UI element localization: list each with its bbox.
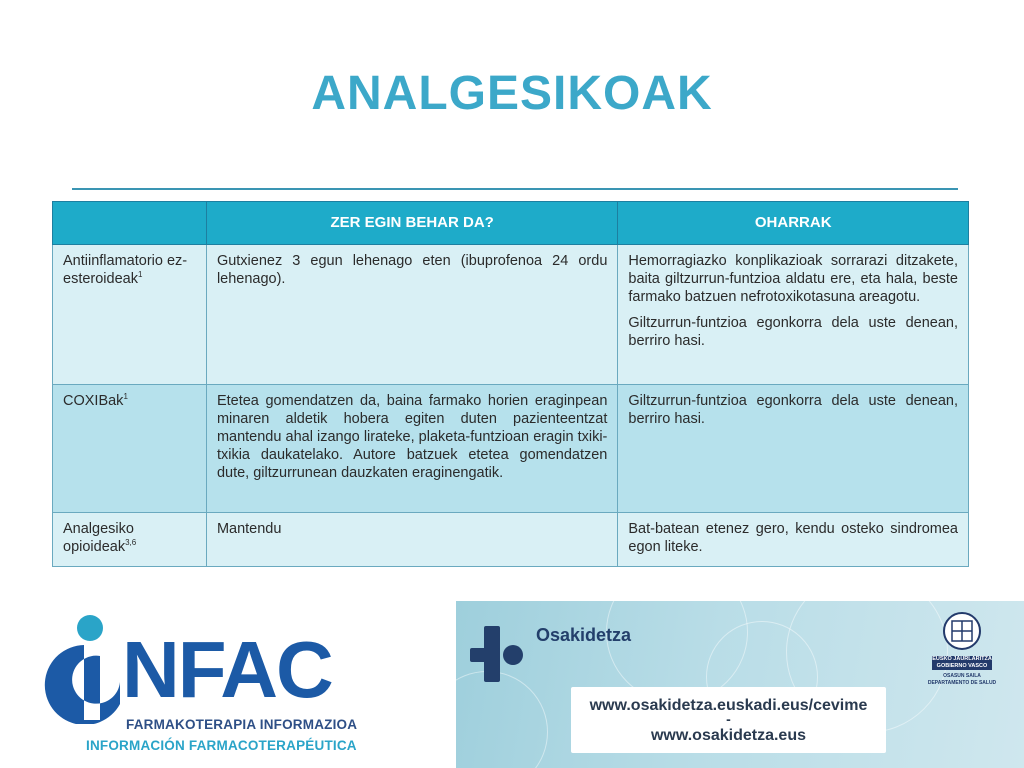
drug-ref: 1	[137, 270, 143, 280]
infac-i-icon	[40, 612, 124, 724]
drug-cell	[53, 385, 207, 513]
gov-line-eu: EUSKO JAURLARITZA	[932, 656, 992, 662]
drug-name: Antiinflamatorio ez-esteroideak	[63, 253, 188, 287]
table-row	[53, 513, 969, 567]
banner-decoration	[456, 671, 548, 768]
action-cell: Etetea gomendatzen da, baina farmako horien eraginpean minaren aldetik hobera egiten duten pazienteentzat mantendu ahal izango lirateke, plaketa-funtzioan eragin txiki-txikia daukatelako. Autore batzuek etetea gomendatzen dute, giltzurrunean dauzkaten eraginengatik.	[206, 385, 617, 513]
notes-cell	[618, 245, 969, 385]
header-action: ZER EGIN BEHAR DA?	[206, 202, 617, 245]
osakidetza-cross-icon	[470, 626, 526, 682]
drug-cell	[53, 245, 207, 385]
infac-subtitle-es: INFORMACIÓN FARMACOTERAPÉUTICA	[86, 738, 357, 753]
table-header-row	[53, 202, 969, 245]
drug-cell	[53, 513, 207, 567]
table-row	[53, 245, 969, 385]
note-text: Giltzurrun-funtzioa egonkorra dela uste denean, berriro hasi.	[628, 315, 958, 349]
osakidetza-name: Osakidetza	[536, 625, 632, 645]
gobierno-vasco-logo	[926, 611, 998, 711]
analgesics-table	[52, 201, 969, 567]
action-cell: Mantendu	[206, 513, 617, 567]
coat-of-arms-icon	[942, 611, 982, 651]
drug-ref: 1	[123, 392, 128, 402]
page-title: ANALGESIKOAK	[311, 67, 713, 120]
infac-logo-text: NFAC	[122, 625, 332, 714]
osakidetza-link[interactable]: www.osakidetza.eus	[650, 727, 806, 744]
gov-line-es: GOBIERNO VASCO	[932, 663, 992, 670]
gov-dept-eu: OSASUN SAILA	[943, 673, 981, 679]
notes-cell	[618, 385, 969, 513]
drug-name: Analgesiko opioideak	[63, 521, 134, 555]
url-separator: -	[726, 711, 731, 727]
infac-subtitle-eu: FARMAKOTERAPIA INFORMAZIOA	[126, 717, 358, 732]
note-text: Bat-batean etenez gero, kendu osteko sindromea egon liteke.	[628, 521, 958, 555]
cevime-link[interactable]: www.osakidetza.euskadi.eus/cevime	[589, 697, 868, 714]
note-text: Giltzurrun-funtzioa egonkorra dela uste denean, berriro hasi.	[628, 393, 958, 427]
drug-name: COXIBak	[63, 393, 124, 409]
drug-ref: 3,6	[125, 538, 137, 548]
url-box	[571, 687, 886, 753]
action-cell: Gutxienez 3 egun lehenago eten (ibuprofenoa 24 ordu lehenago).	[206, 245, 617, 385]
title-divider	[72, 188, 958, 190]
note-text: Hemorragiazko konplikazioak sorrarazi ditzakete, baita giltzurrun-funtzioa aldatu ere, eta hala, beste farmako batzuen nefrotoxikotasuna areagotu.	[628, 253, 958, 305]
gov-dept-es: DEPARTAMENTO DE SALUD	[927, 680, 997, 686]
header-notes: OHARRAK	[618, 202, 969, 245]
notes-cell	[618, 513, 969, 567]
table-row	[53, 385, 969, 513]
osakidetza-banner	[456, 601, 1024, 768]
header-empty	[53, 202, 207, 245]
